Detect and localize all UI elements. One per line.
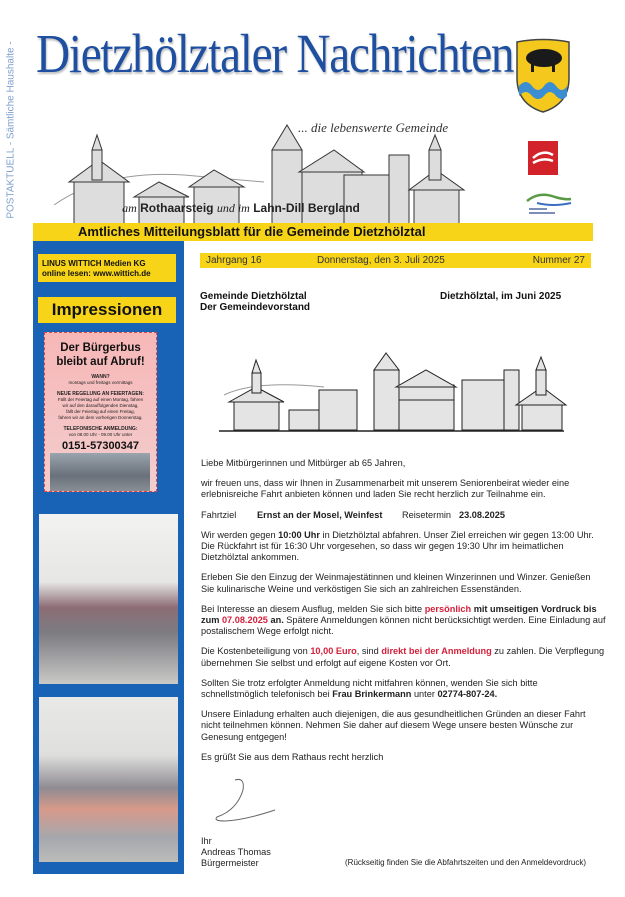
impression-photo-singing (39, 514, 178, 684)
signoff: Ihr Andreas Thomas Bürgermeister (201, 836, 271, 869)
issue-number: Nummer 27 (532, 255, 585, 266)
experience-paragraph: Erleben Sie den Einzug der Weinmajestätinnen und kleinen Winzerinnen und Winzer. Genießen Sie kulinarische Weine und verköstigen Sie sich an zahlreichen Essenständen. (201, 572, 591, 594)
masthead-subtitle: ... die lebenswerte Gemeinde (298, 120, 449, 135)
section-title-impressionen: Impressionen (38, 297, 176, 323)
health-paragraph: Unsere Einladung erhalten auch diejenigen, die aus gesundheitlichen Gründen an dieser Fahrt nicht teilnehmen können. Nehmen Sie daher auf diesem Wege unsere besten Wünsche zur Genesung entgegen! (201, 709, 586, 742)
masthead-tagline: am Rothaarsteig und im Lahn-Dill Bergland (122, 201, 360, 215)
publisher-box: LINUS WITTICH Medien KG online lesen: www.wittich.de (38, 254, 176, 282)
buergerbus-card: Der Bürgerbus bleibt auf Abruf! WANN? montags und freitags vormittags NEUE REGELUNG AN FEIERTAGEN: Fällt der Feiertag auf einen Montag, fahren wir auf den darauffolgenden Dienstag, fällt der Feiertag auf einen Freitag, fahren wir an dem vorherigen Donnerstag. TELEFONISCHE ANMELDUNG: von 08.00 Uhr - 09.00 Uhr unter 0151-57300347 (44, 332, 157, 492)
impression-photo-gathering (39, 697, 178, 862)
town-sketch-illustration (44, 110, 484, 240)
issue-date: Donnerstag, den 3. Juli 2025 (317, 255, 445, 266)
masthead-title: Dietzhölztaler Nachrichten (36, 23, 514, 84)
postal-side-label: POSTAKTUELL - Sämtliche Haushalte - (5, 41, 17, 219)
issue-volume: Jahrgang 16 (206, 255, 262, 266)
letter-dateline: Dietzhölztal, im Juni 2025 (440, 291, 562, 302)
sidebar-column (33, 241, 184, 874)
schedule-paragraph: Wir werden gegen 10:00 Uhr in Dietzhölztal abfahren. Unser Ziel erreichen wir gegen 13:00 Uhr. Die Rückfahrt ist für 16:30 Uhr vorgesehen, so dass wir gegen 19:30 Uhr im heimatlichen Dietzhölztal ankommen. (201, 529, 594, 563)
letter-town-sketch-illustration (204, 345, 574, 435)
closing: Es grüßt Sie aus dem Rathaus recht herzlich (201, 751, 384, 762)
signatory-title: Bürgermeister (201, 858, 259, 869)
issue-info-bar (200, 253, 591, 268)
rothaarsteig-logo-icon (528, 141, 561, 179)
signature-icon (205, 775, 285, 830)
coat-of-arms-icon (514, 38, 572, 114)
intro-paragraph: wir freuen uns, dass wir Ihnen in Zusammenarbeit mit unserem Seniorenbeirat wieder eine erlebnisreiche Fahrt anbieten können und laden Sie recht herzlich zur Teilnahme ein. (201, 478, 570, 500)
registration-paragraph: Bei Interesse an diesem Ausflug, melden Sie sich bitte persönlich mit umseitigen Vordruck bis zum 07.08.2025 an. Spätere Anmeldungen können nicht berücksichtigt werden. Eine Einladung auf postalischem Wege erfolgt nicht. (201, 603, 606, 637)
salutation: Liebe Mitbürgerinnen und Mitbürger ab 65 Jahren, (201, 458, 406, 468)
buergerbus-team-photo (50, 453, 150, 491)
cost-paragraph: Die Kostenbeteiligung von 10,00 Euro, sind direkt bei der Anmeldung zu zahlen. Die Verpflegung übernehmen Sie selbst und erfolgt auf eigene Kosten vor Ort. (201, 646, 605, 668)
signatory-name: Andreas Thomas (201, 847, 271, 858)
trip-details: Fahrtziel Ernst an der Mosel, Weinfest Reisetermin 23.08.2025 (201, 509, 505, 520)
trip-date: 23.08.2025 (459, 509, 505, 520)
letter-body (201, 458, 606, 772)
buergerbus-phone: 0151-57300347 (61, 440, 140, 452)
reverse-side-note: (Rückseitig finden Sie die Abfahrtszeiten und den Anmeldevordruck) (345, 858, 587, 867)
trip-destination: Ernst an der Mosel, Weinfest (257, 509, 383, 520)
cancellation-paragraph: Sollten Sie trotz erfolgter Anmeldung nicht mitfahren können, wenden Sie sich bitte schnellstmöglich telefonisch bei Frau Brinkermann unter 02774-807-24. (201, 677, 538, 700)
official-gazette-banner: Amtliches Mitteilungsblatt für die Gemeinde Dietzhölztal (33, 223, 593, 241)
letter-sender: Gemeinde Dietzhölztal Der Gemeindevorstand (200, 291, 311, 313)
naturpark-logo-icon (525, 191, 573, 217)
